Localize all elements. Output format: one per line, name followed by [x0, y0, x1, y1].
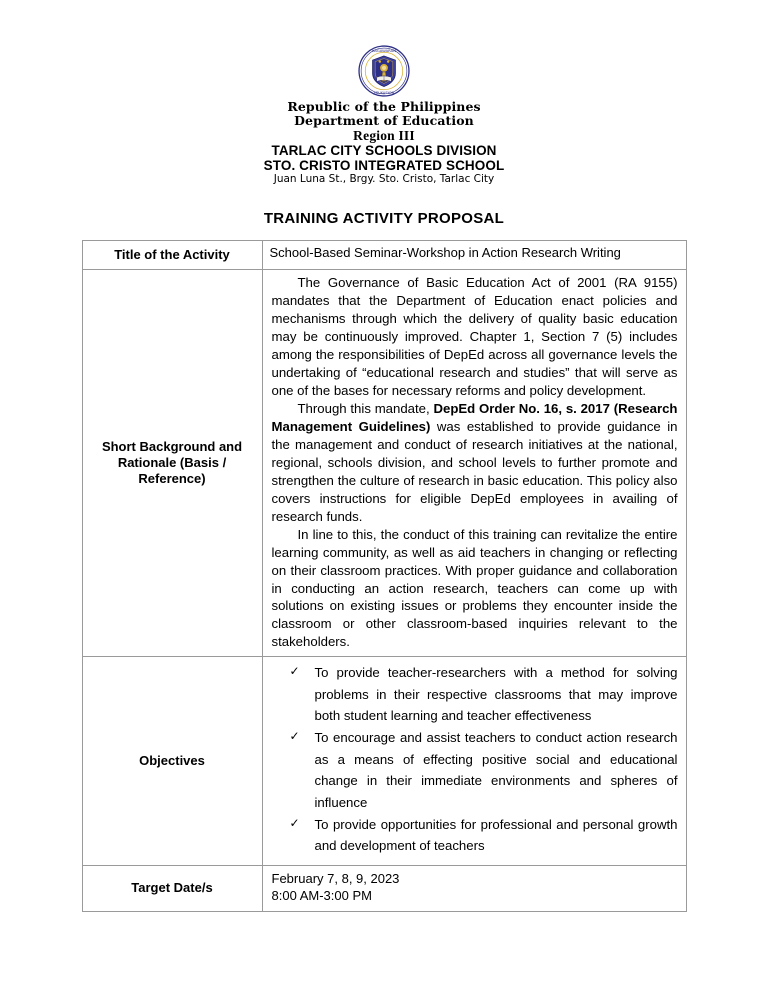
letterhead [0, 0, 768, 186]
row-value-objectives [262, 657, 686, 865]
table-row [82, 865, 686, 911]
row-label-background: Short Background and Rationale (Basis / Reference) [82, 270, 262, 657]
list-item [272, 814, 678, 857]
background-p2-rest: was established to provide guidance in the management and conduct of research initiatives at the national, regional, schools division, and school levels to further promote and strengthen the culture of research in basic education. This policy also covers instructions for eligible DepEd employees in availing of research funds. [271, 418, 678, 524]
objective-text: To provide opportunities for professional and personal growth and development of teachers [314, 816, 678, 854]
target-time-line: 8:00 AM-3:00 PM [271, 887, 372, 903]
target-date-line: February 7, 8, 9, 2023 [271, 870, 400, 886]
background-paragraph-2 [272, 400, 678, 526]
objective-text: To provide teacher-researchers with a method for solving problems in their respective classrooms that may improve both student learning and teacher effectiveness [314, 665, 678, 724]
list-item [272, 662, 678, 726]
seal-container [0, 42, 768, 100]
row-label-title: Title of the Activity [82, 241, 262, 270]
letterhead-division: TARLAC CITY SCHOOLS DIVISION [271, 143, 497, 159]
page-title: TRAINING ACTIVITY PROPOSAL [263, 210, 505, 228]
background-paragraph-1: The Governance of Basic Education Act of 2001 (RA 9155) mandates that the Department of Education enact policies and mechanisms through which the delivery of quality basic education may be continuously improved. Chapter 1, Section 7 (5) includes among the responsibilities of DepEd across all governance levels the undertaking of “educational research and studies” that will serve as one of the bases for necessary reforms and policy development. [271, 275, 678, 399]
letterhead-school: STO. CRISTO INTEGRATED SCHOOL [263, 158, 505, 174]
deped-order-reference: DepEd Order No. 16, s. 2017 (Research Management Guidelines) [271, 401, 678, 434]
check-icon: ✓ [289, 664, 300, 679]
table-row [82, 241, 686, 270]
svg-text:KAGAWARAN: KAGAWARAN [372, 48, 396, 53]
table-row [82, 270, 686, 657]
deped-seal-icon [358, 45, 410, 97]
row-value-background [262, 270, 686, 657]
check-icon: ✓ [289, 729, 300, 744]
proposal-table [82, 240, 687, 911]
row-label-target-date: Target Date/s [82, 865, 262, 911]
row-value-target-date [262, 865, 686, 911]
check-icon: ✓ [289, 815, 300, 830]
objectives-list [272, 662, 678, 856]
background-p2-prefix: Through this mandate, [297, 401, 434, 416]
letterhead-department: Department of Education [294, 113, 474, 128]
objective-text: To encourage and assist teachers to conduct action research as a means of effecting positive social and educational change in their immediate environments and spheres of influence [314, 730, 678, 810]
row-label-objectives: Objectives [82, 657, 262, 865]
table-row [82, 657, 686, 865]
background-paragraph-3: In line to this, the conduct of this training can revitalize the entire learning community, as well as aid teachers in changing or reflecting on their classroom practices. With proper guidance and collaboration in conducting an action research, teachers can come up with solutions on existing issues or problems they encounter inside the classroom or other classroom-based inquiries relevant to the stakeholders. [271, 526, 678, 650]
row-value-title: School-Based Seminar-Workshop in Action Research Writing [262, 241, 686, 270]
letterhead-republic: Republic of the Philippines [287, 99, 481, 114]
letterhead-region: Region III [353, 128, 415, 143]
svg-text:EDUKASYON: EDUKASYON [373, 90, 395, 95]
letterhead-address: Juan Luna St., Brgy. Sto. Cristo, Tarlac City [273, 173, 495, 186]
list-item [272, 727, 678, 813]
